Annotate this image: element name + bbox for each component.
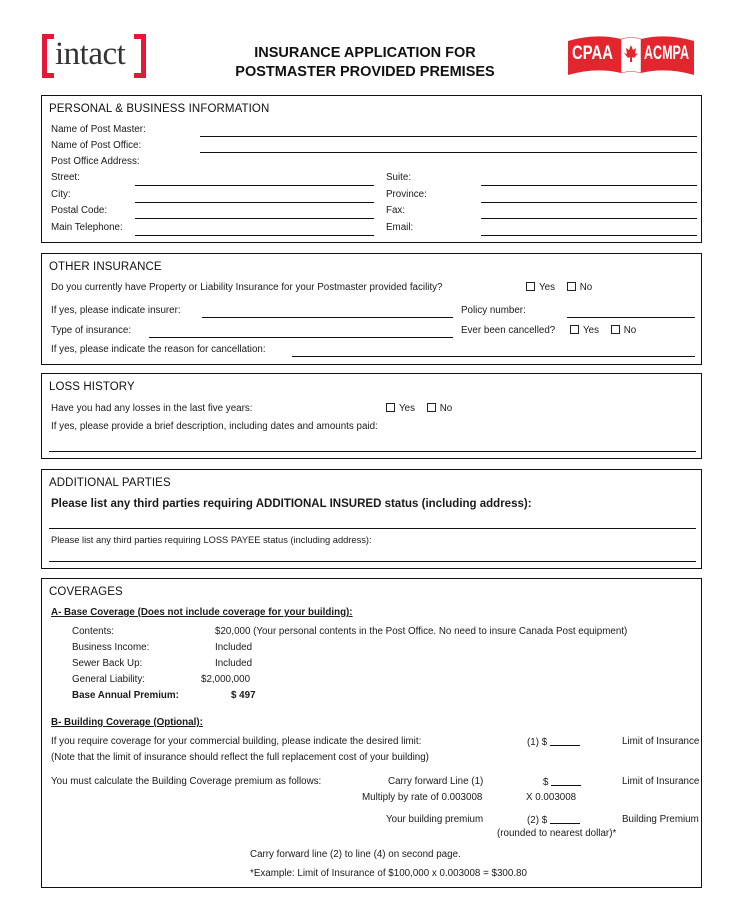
street-label: Street: xyxy=(51,172,80,183)
losses-question: Have you had any losses in the last five years: xyxy=(51,403,253,414)
base-premium-value: $ 497 xyxy=(231,690,256,701)
carry-forward-field[interactable] xyxy=(551,776,581,786)
postoffice-name-field[interactable] xyxy=(200,152,697,153)
intact-logo xyxy=(40,33,148,79)
section-title: COVERAGES xyxy=(49,586,123,598)
building-premium-label: Your building premium xyxy=(386,814,484,825)
province-label: Province: xyxy=(386,189,427,200)
cancellation-reason-field[interactable] xyxy=(292,356,695,357)
building-coverage-heading: B- Building Coverage (Optional): xyxy=(51,717,203,728)
example-note: *Example: Limit of Insurance of $100,000 x 0.003008 = $300.80 xyxy=(250,868,527,879)
current-insurance-yes[interactable]: Yes xyxy=(526,282,555,293)
losses-yes[interactable]: Yes xyxy=(386,403,415,414)
loss-description-label: If yes, please provide a brief description, including dates and amounts paid: xyxy=(51,421,378,432)
line1-limit-suffix: Limit of Insurance xyxy=(622,736,700,747)
losses-no[interactable]: No xyxy=(427,403,453,414)
checkbox-icon[interactable] xyxy=(526,282,535,291)
calc-intro: You must calculate the Building Coverage premium as follows: xyxy=(51,776,322,787)
email-field[interactable] xyxy=(481,235,697,236)
province-field[interactable] xyxy=(481,202,697,203)
rounded-note: (rounded to nearest dollar)* xyxy=(497,828,617,839)
page-title-line2: POSTMASTER PROVIDED PREMISES xyxy=(235,64,495,80)
checkbox-icon[interactable] xyxy=(567,282,576,291)
building-premium: (2) $ xyxy=(527,814,580,826)
general-liability-value: $2,000,000 xyxy=(201,674,251,685)
sewer-backup-label: Sewer Back Up: xyxy=(72,658,143,669)
personal-business-section xyxy=(41,95,702,243)
business-income-label: Business Income: xyxy=(72,642,150,653)
cancelled-no[interactable]: No xyxy=(611,325,637,336)
insurer-field[interactable] xyxy=(202,317,453,318)
address-label: Post Office Address: xyxy=(51,156,140,167)
base-premium-label: Base Annual Premium: xyxy=(72,690,179,701)
business-income-value: Included xyxy=(215,642,253,653)
line1-limit-field[interactable] xyxy=(550,736,580,746)
policy-number-field[interactable] xyxy=(567,317,695,318)
email-label: Email: xyxy=(386,222,414,233)
multiply-label: Multiply by rate of 0.003008 xyxy=(362,792,483,803)
section-title: PERSONAL & BUSINESS INFORMATION xyxy=(49,103,270,115)
additional-insured-field[interactable] xyxy=(49,528,696,529)
cpaa-logo-text: CPAA xyxy=(572,43,613,64)
fax-field[interactable] xyxy=(481,218,697,219)
phone-label: Main Telephone: xyxy=(51,222,123,233)
checkbox-icon[interactable] xyxy=(427,403,436,412)
postoffice-name-label: Name of Post Office: xyxy=(51,140,142,151)
carry-forward-suffix: Limit of Insurance xyxy=(622,776,700,787)
street-field[interactable] xyxy=(135,185,374,186)
suite-label: Suite: xyxy=(386,172,412,183)
loss-payee-field[interactable] xyxy=(49,561,696,562)
insurance-type-field[interactable] xyxy=(149,337,453,338)
checkbox-icon[interactable] xyxy=(611,325,620,334)
suite-field[interactable] xyxy=(481,185,697,186)
insurer-label: If yes, please indicate insurer: xyxy=(51,305,181,316)
phone-field[interactable] xyxy=(135,235,374,236)
building-limit-note: (Note that the limit of insurance should reflect the full replacement cost of your building) xyxy=(51,752,429,763)
loss-history-section xyxy=(41,373,702,459)
contents-label: Contents: xyxy=(72,626,114,637)
cancelled-label: Ever been cancelled? xyxy=(461,325,556,336)
loss-description-field[interactable] xyxy=(49,451,696,452)
coverages-section xyxy=(41,578,702,888)
carry-forward-label: Carry forward Line (1) xyxy=(388,776,484,787)
city-label: City: xyxy=(51,189,71,200)
postal-code-field[interactable] xyxy=(135,218,374,219)
fax-label: Fax: xyxy=(386,205,406,216)
cancellation-reason-label: If yes, please indicate the reason for cancellation: xyxy=(51,344,266,355)
base-coverage-heading: A- Base Coverage (Does not include coverage for your building): xyxy=(51,607,353,618)
additional-parties-section xyxy=(41,469,702,569)
general-liability-label: General Liability: xyxy=(72,674,145,685)
other-insurance-section xyxy=(41,253,702,365)
section-title: LOSS HISTORY xyxy=(49,381,135,393)
page-title xyxy=(200,44,530,82)
carry-forward-limit: $ xyxy=(543,776,581,788)
current-insurance-no[interactable]: No xyxy=(567,282,593,293)
checkbox-icon[interactable] xyxy=(570,325,579,334)
cancelled-yes[interactable]: Yes xyxy=(570,325,599,336)
intact-logo-text: intact xyxy=(55,36,126,72)
multiply-value: X 0.003008 xyxy=(526,792,577,803)
checkbox-icon[interactable] xyxy=(386,403,395,412)
building-premium-field[interactable] xyxy=(550,814,580,824)
sewer-backup-value: Included xyxy=(215,658,253,669)
additional-insured-label: Please list any third parties requiring ADDITIONAL INSURED status (including address): xyxy=(51,498,532,510)
postmaster-name-field[interactable] xyxy=(200,136,697,137)
page-title-line1: INSURANCE APPLICATION FOR xyxy=(254,45,476,61)
insurance-type-label: Type of insurance: xyxy=(51,325,132,336)
city-field[interactable] xyxy=(135,202,374,203)
current-insurance-question: Do you currently have Property or Liability Insurance for your Postmaster provided facility? xyxy=(51,282,443,293)
acmpa-logo-text: ACMPA xyxy=(644,43,690,64)
cpaa-logo xyxy=(566,31,696,79)
loss-payee-label: Please list any third parties requiring LOSS PAYEE status (including address): xyxy=(51,535,372,545)
section-title: OTHER INSURANCE xyxy=(49,261,162,273)
building-limit-instruction: If you require coverage for your commercial building, please indicate the desired limit: xyxy=(51,736,422,747)
postmaster-name-label: Name of Post Master: xyxy=(51,124,146,135)
section-title: ADDITIONAL PARTIES xyxy=(49,477,171,489)
contents-value: $20,000 (Your personal contents in the Post Office. No need to insure Canada Post equipment) xyxy=(215,626,628,637)
line1-limit: (1) $ xyxy=(527,736,580,748)
policy-number-label: Policy number: xyxy=(461,305,526,316)
postal-code-label: Postal Code: xyxy=(51,205,108,216)
carry-line2-note: Carry forward line (2) to line (4) on second page. xyxy=(250,849,461,860)
building-premium-suffix: Building Premium xyxy=(622,814,699,825)
